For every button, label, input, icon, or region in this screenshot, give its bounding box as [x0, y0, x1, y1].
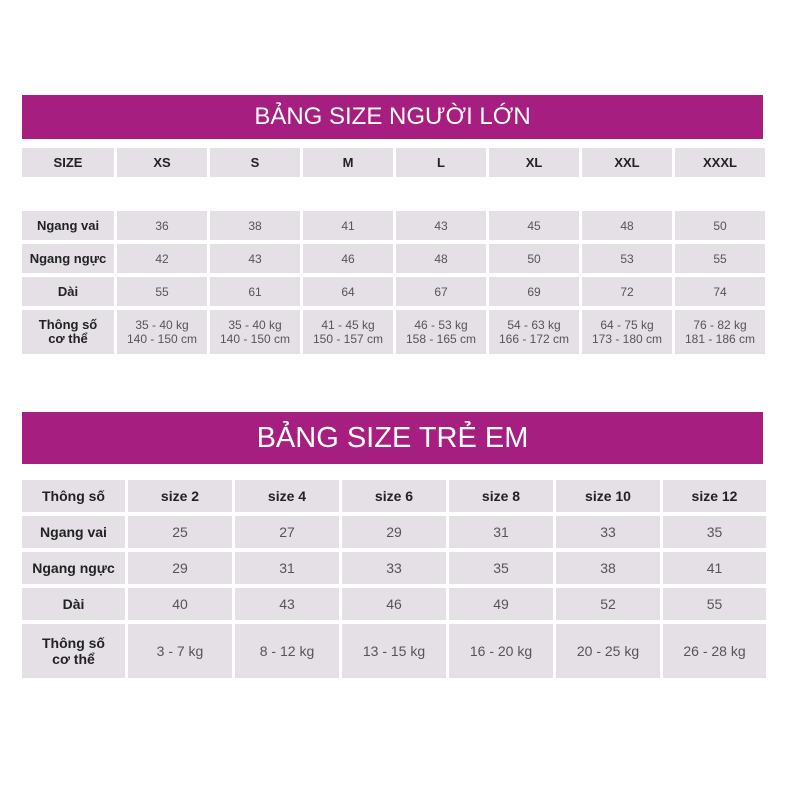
table-cell: 48 [396, 244, 486, 273]
table-cell: 29 [128, 552, 232, 584]
table-cell: 33 [342, 552, 446, 584]
row-label [22, 310, 114, 354]
table-cell: 13 - 15 kg [342, 624, 446, 678]
row-label [22, 624, 125, 678]
kids-row-dai [22, 588, 766, 620]
table-cell: 29 [342, 516, 446, 548]
table-cell: 26 - 28 kg [663, 624, 766, 678]
row-label: Dài [22, 277, 114, 306]
table-cell: 55 [663, 588, 766, 620]
kids-header-cell: size 2 [128, 480, 232, 512]
adult-size-banner [22, 95, 763, 139]
row-label: Ngang vai [22, 516, 125, 548]
table-cell: 35 [663, 516, 766, 548]
kids-header-cell: size 6 [342, 480, 446, 512]
adult-header-cell: SIZE [22, 148, 114, 177]
table-cell: 38 [210, 211, 300, 240]
table-cell: 46 [303, 244, 393, 273]
table-cell: 27 [235, 516, 339, 548]
kids-row-body-measure [22, 624, 766, 678]
table-cell: 64 - 75 kg 173 - 180 cm [582, 310, 672, 354]
table-cell: 49 [449, 588, 553, 620]
table-cell: 64 [303, 277, 393, 306]
table-cell: 76 - 82 kg 181 - 186 cm [675, 310, 765, 354]
table-cell: 46 [342, 588, 446, 620]
table-cell: 55 [117, 277, 207, 306]
kids-header-cell: size 12 [663, 480, 766, 512]
table-cell: 42 [117, 244, 207, 273]
kids-header-cell: size 8 [449, 480, 553, 512]
table-cell: 36 [117, 211, 207, 240]
adult-row-dai [22, 277, 765, 306]
table-cell: 35 - 40 kg 140 - 150 cm [117, 310, 207, 354]
adult-header-row [22, 148, 765, 177]
table-cell: 54 - 63 kg 166 - 172 cm [489, 310, 579, 354]
table-cell: 31 [449, 516, 553, 548]
table-cell: 31 [235, 552, 339, 584]
adult-header-cell: XS [117, 148, 207, 177]
table-cell: 25 [128, 516, 232, 548]
table-cell: 38 [556, 552, 660, 584]
row-label: Ngang vai [22, 211, 114, 240]
row-label: Ngang ngực [22, 244, 114, 273]
row-label-line: Thông số [42, 635, 105, 651]
row-label-line: cơ thể [48, 331, 88, 346]
adult-header-cell: XXL [582, 148, 672, 177]
adult-header-cell: XL [489, 148, 579, 177]
table-cell: 41 - 45 kg 150 - 157 cm [303, 310, 393, 354]
kids-header-cell: Thông số [22, 480, 125, 512]
kids-size-banner [22, 412, 763, 464]
table-cell: 53 [582, 244, 672, 273]
table-cell: 52 [556, 588, 660, 620]
table-cell: 67 [396, 277, 486, 306]
table-cell: 35 - 40 kg 140 - 150 cm [210, 310, 300, 354]
row-label: Dài [22, 588, 125, 620]
adult-row-ngang-nguc [22, 244, 765, 273]
adult-row-body-measure [22, 310, 765, 354]
adult-header-cell: S [210, 148, 300, 177]
table-cell: 74 [675, 277, 765, 306]
table-cell: 50 [489, 244, 579, 273]
table-cell: 41 [663, 552, 766, 584]
table-cell: 41 [303, 211, 393, 240]
row-label-line: cơ thể [52, 651, 95, 667]
kids-row-ngang-nguc [22, 552, 766, 584]
adult-header-cell: XXXL [675, 148, 765, 177]
table-cell: 43 [235, 588, 339, 620]
table-cell: 8 - 12 kg [235, 624, 339, 678]
table-cell: 43 [210, 244, 300, 273]
adult-size-title: BẢNG SIZE NGƯỜI LỚN [254, 103, 531, 130]
table-cell: 72 [582, 277, 672, 306]
kids-header-cell: size 4 [235, 480, 339, 512]
table-cell: 48 [582, 211, 672, 240]
adult-header-cell: M [303, 148, 393, 177]
table-cell: 3 - 7 kg [128, 624, 232, 678]
kids-header-cell: size 10 [556, 480, 660, 512]
row-label: Ngang ngực [22, 552, 125, 584]
table-cell: 43 [396, 211, 486, 240]
table-cell: 55 [675, 244, 765, 273]
kids-size-table [19, 476, 769, 682]
table-cell: 45 [489, 211, 579, 240]
table-cell: 50 [675, 211, 765, 240]
table-cell: 61 [210, 277, 300, 306]
row-label-line: Thông số [38, 317, 98, 332]
kids-header-row [22, 480, 766, 512]
table-cell: 40 [128, 588, 232, 620]
adult-row-ngang-vai [22, 211, 765, 240]
adult-header-cell: L [396, 148, 486, 177]
table-cell: 16 - 20 kg [449, 624, 553, 678]
kids-row-ngang-vai [22, 516, 766, 548]
table-cell: 46 - 53 kg 158 - 165 cm [396, 310, 486, 354]
kids-size-title: BẢNG SIZE TRẺ EM [256, 422, 529, 454]
table-cell: 20 - 25 kg [556, 624, 660, 678]
table-cell: 69 [489, 277, 579, 306]
table-cell: 33 [556, 516, 660, 548]
table-cell: 35 [449, 552, 553, 584]
adult-size-table [19, 144, 768, 358]
